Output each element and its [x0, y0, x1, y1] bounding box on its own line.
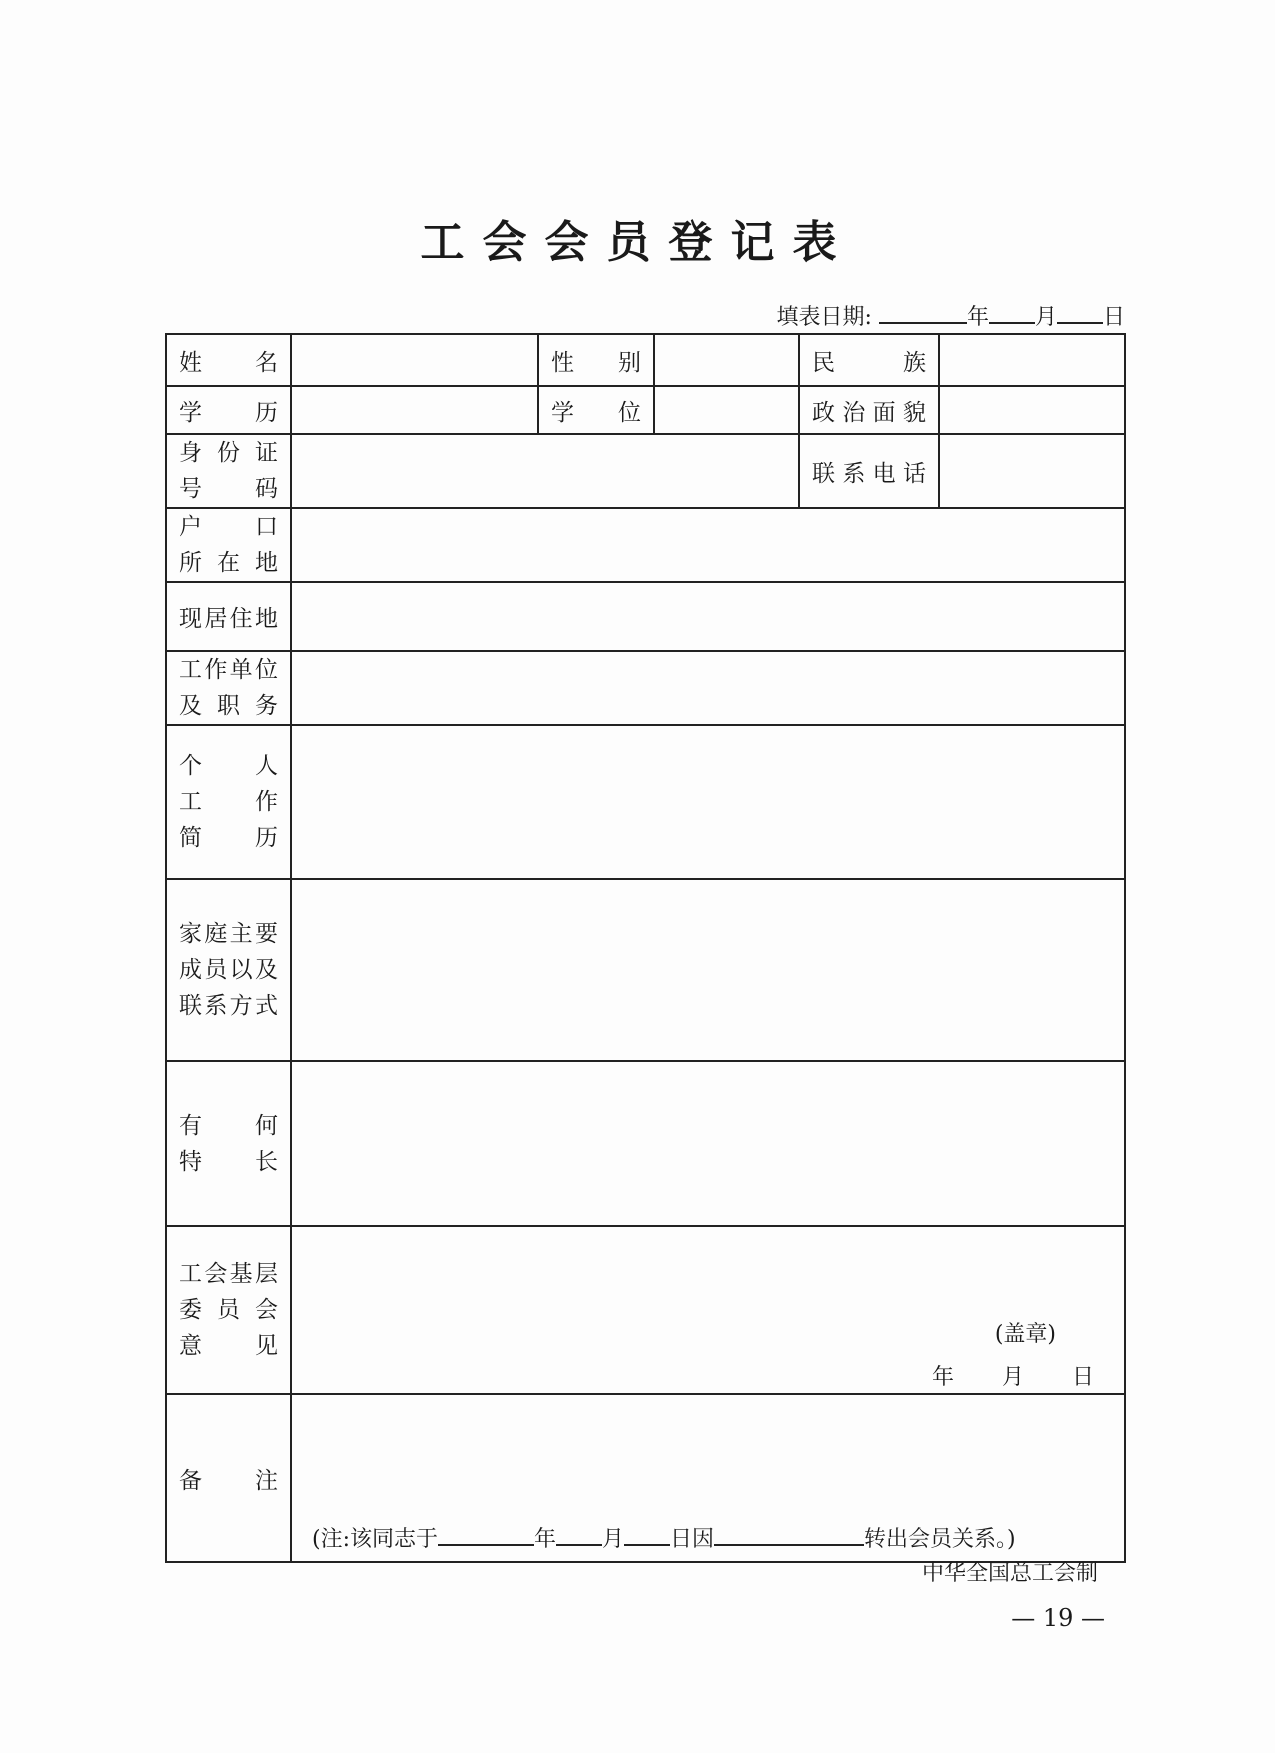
note-month-blank[interactable]: [556, 1526, 602, 1546]
id-number-label: 身 份 证 号 码: [166, 434, 291, 508]
fill-day-label: 日: [1102, 305, 1125, 330]
registration-table: [165, 333, 1126, 1563]
work-history-field[interactable]: [291, 725, 1125, 879]
fill-month-blank[interactable]: [989, 304, 1035, 324]
work-history-label: 个 人 工 作 简 历: [166, 725, 291, 879]
remarks-field[interactable]: [291, 1394, 1125, 1562]
current-address-label: 现 居 住 地: [166, 582, 291, 651]
note-year-blank[interactable]: [438, 1526, 534, 1546]
table-row: [166, 651, 1125, 725]
gender-field[interactable]: [654, 334, 799, 386]
table-row: [166, 879, 1125, 1061]
political-status-label: 政 治 面 貌: [799, 386, 939, 434]
current-address-field[interactable]: [291, 582, 1125, 651]
education-field[interactable]: [291, 386, 538, 434]
note-reason-blank[interactable]: [714, 1526, 864, 1546]
table-row: [166, 386, 1125, 434]
specialties-field[interactable]: [291, 1061, 1125, 1226]
id-number-field[interactable]: [291, 434, 799, 508]
committee-opinion-label: 工 会 基 层 委 员 会 意 见: [166, 1226, 291, 1394]
seal-label: (盖章): [994, 1322, 1056, 1347]
household-registration-field[interactable]: [291, 508, 1125, 582]
remarks-label: 备 注: [166, 1394, 291, 1562]
phone-label: 联 系 电 话: [799, 434, 939, 508]
transfer-note: (注:该同志于 年 月 日因 转出会员关系。): [312, 1527, 1016, 1552]
fill-year-blank[interactable]: [879, 304, 967, 324]
gender-label: 性 别: [538, 334, 654, 386]
table-row: [166, 508, 1125, 582]
seal-area: [292, 1227, 1124, 1393]
form-title: 工会会员登记表: [420, 217, 855, 268]
page-number: — 19 —: [1011, 1604, 1105, 1632]
name-label: 姓 名: [166, 334, 291, 386]
name-field[interactable]: [291, 334, 538, 386]
fill-date-line: [777, 300, 1125, 331]
family-members-field[interactable]: [291, 879, 1125, 1061]
fill-month-label: 月: [1034, 305, 1057, 330]
table-row: [166, 582, 1125, 651]
employer-position-field[interactable]: [291, 651, 1125, 725]
table-row: [166, 1061, 1125, 1226]
committee-opinion-field[interactable]: [291, 1226, 1125, 1394]
table-row: [166, 434, 1125, 508]
fill-day-blank[interactable]: [1057, 304, 1103, 324]
degree-field[interactable]: [654, 386, 799, 434]
table-row: [166, 1226, 1125, 1394]
note-day-blank[interactable]: [624, 1526, 670, 1546]
education-label: 学 历: [166, 386, 291, 434]
degree-label: 学 位: [538, 386, 654, 434]
phone-field[interactable]: [939, 434, 1125, 508]
note-area: [292, 1395, 1124, 1561]
ethnicity-field[interactable]: [939, 334, 1125, 386]
table-row: [166, 1394, 1125, 1562]
household-registration-label: 户 口 所 在 地: [166, 508, 291, 582]
table-row: [166, 725, 1125, 879]
political-status-field[interactable]: [939, 386, 1125, 434]
ethnicity-label: 民 族: [799, 334, 939, 386]
specialties-label: 有 何 特 长: [166, 1061, 291, 1226]
fill-date-label: 填表日期:: [776, 305, 872, 330]
fill-year-label: 年: [966, 305, 989, 330]
family-members-label: 家 庭 主 要 成 员 以 及 联 系 方 式: [166, 879, 291, 1061]
employer-position-label: 工 作 单 位 及 职 务: [166, 651, 291, 725]
seal-date: 年 月 日: [931, 1365, 1094, 1390]
table-row: [166, 334, 1125, 386]
issuer-footer: 中华全国总工会制: [921, 1561, 1098, 1586]
